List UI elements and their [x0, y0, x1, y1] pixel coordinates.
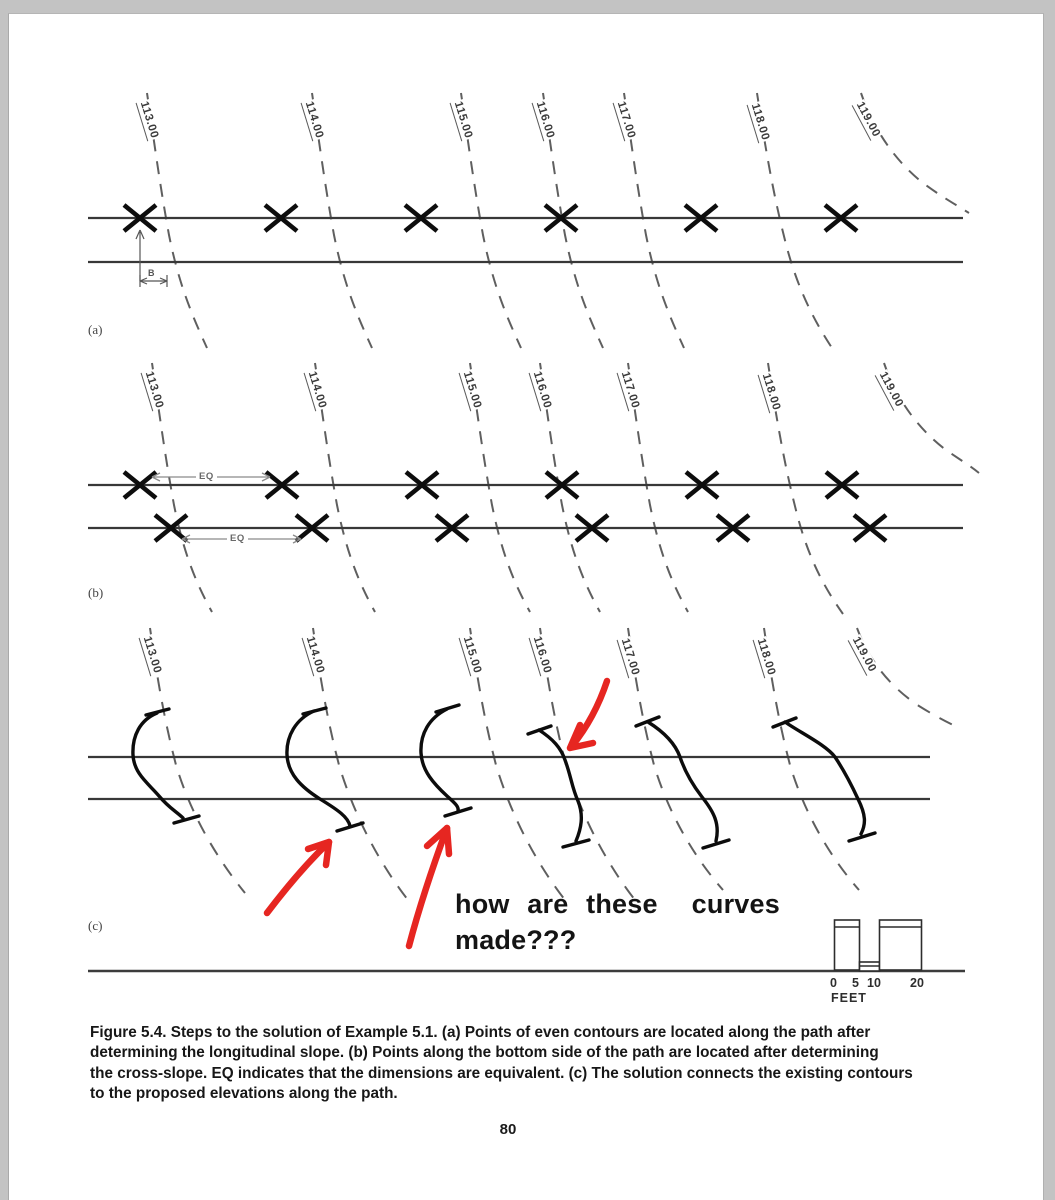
contour-label: 118.00: [753, 636, 778, 678]
contour-label: 115.00: [459, 369, 484, 411]
contour-label: 117.00: [617, 636, 642, 678]
scale-unit-label: FEET: [831, 991, 867, 1005]
panel-a-letter: (a): [88, 322, 103, 337]
contour-label: 119.00: [852, 99, 883, 141]
caption-line: Figure 5.4. Steps to the solution of Example 5.1. (a) Points of even contours are located along the path after: [90, 1024, 871, 1041]
panel-c-letter: (c): [88, 918, 103, 933]
annotation-question-line2: made???: [455, 925, 577, 955]
annotation-question-line1: how are these: [455, 889, 658, 919]
contour-label: 113.00: [139, 634, 164, 676]
caption-line: to the proposed elevations along the path.: [90, 1085, 398, 1103]
annotation-question-line1-word: curves: [691, 889, 780, 919]
contour-label: 115.00: [450, 99, 475, 141]
figure-caption: [90, 1023, 913, 1105]
contour-label: 119.00: [848, 634, 879, 676]
book-page: [8, 13, 1044, 1200]
contour-label: 113.00: [136, 99, 161, 141]
contour-label: 113.00: [141, 369, 166, 411]
contour-label: 114.00: [304, 369, 329, 411]
contour-label: 116.00: [529, 369, 554, 411]
contour-label: 118.00: [758, 371, 783, 413]
page-number: 80: [499, 1121, 517, 1138]
contour-label: 114.00: [301, 99, 326, 141]
contour-label: 117.00: [613, 99, 638, 141]
contour-label: 115.00: [459, 634, 484, 676]
caption-line: the cross-slope. EQ indicates that the dimensions are equivalent. (c) The solution connects the existing contours: [90, 1064, 913, 1082]
scale-tick-20: 20: [910, 976, 924, 990]
contour-label: 116.00: [532, 99, 557, 141]
panel-b-letter: (b): [88, 585, 104, 600]
scale-tick-5: 5: [852, 976, 859, 990]
contour-label: 119.00: [875, 369, 906, 411]
contour-label: 116.00: [529, 634, 554, 676]
scale-tick-0: 0: [830, 976, 837, 990]
scale-tick-10: 10: [867, 976, 881, 990]
contour-label: 118.00: [747, 101, 772, 143]
eq-dimension-label-bottom: EQ: [227, 533, 248, 544]
contour-label: 117.00: [617, 369, 642, 411]
eq-dimension-label-top: EQ: [196, 471, 217, 482]
contour-label: 114.00: [302, 634, 327, 676]
annotation-question: [455, 889, 780, 956]
caption-line: determining the longitudinal slope. (b) Points along the bottom side of the path are located after determining: [90, 1044, 879, 1062]
path-width-dim-label: B: [148, 268, 155, 278]
